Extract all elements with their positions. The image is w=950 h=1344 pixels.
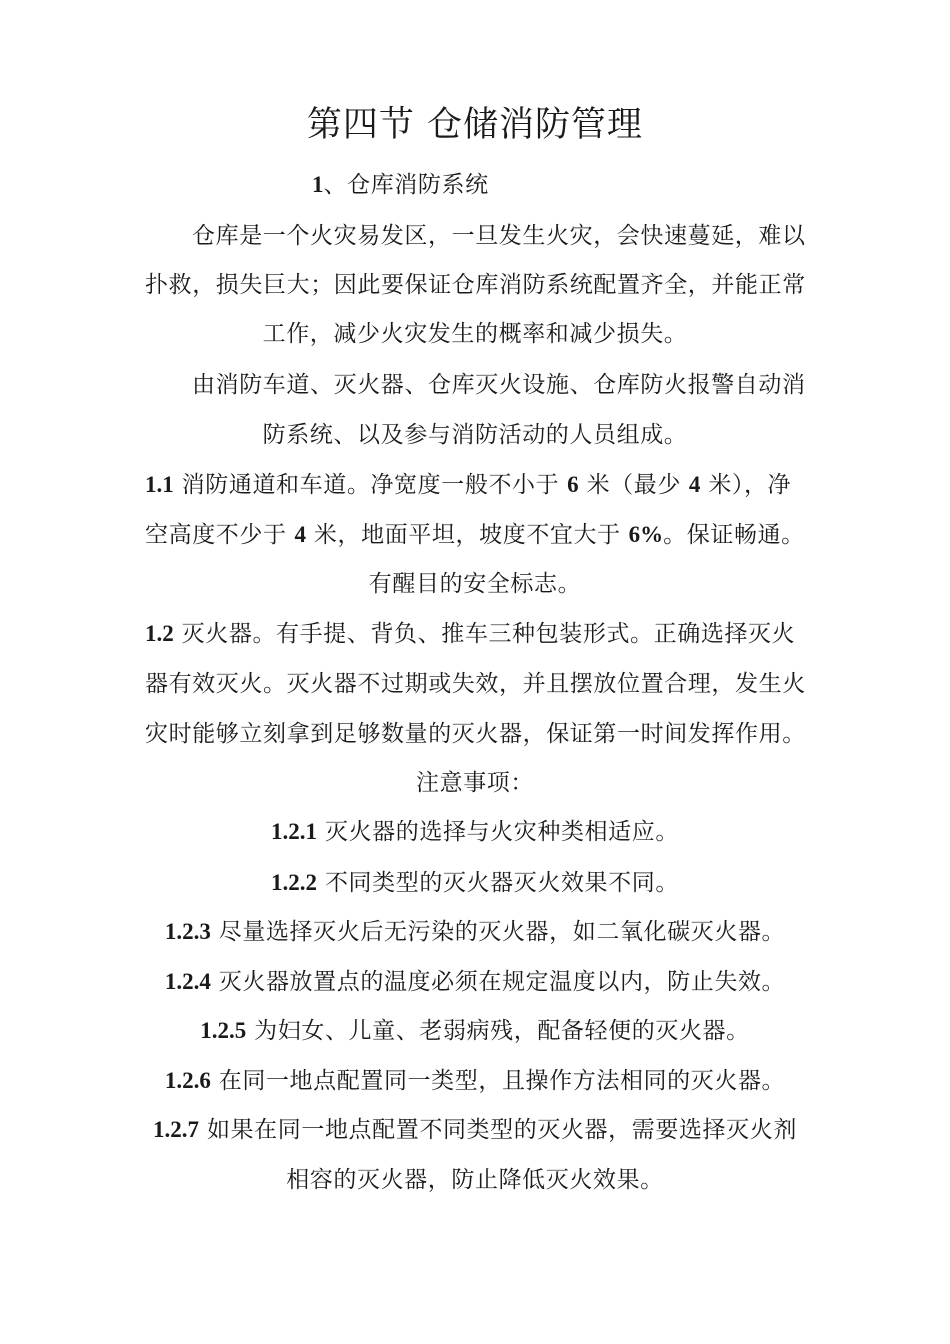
note-text: 灭火器的选择与火灾种类相适应。 (317, 819, 679, 845)
note-text: 为妇女、儿童、老弱病残，配备轻便的灭火器。 (246, 1018, 750, 1044)
note-text: 不同类型的灭火器灭火效果不同。 (317, 870, 679, 896)
item-1-2-line-1 (145, 617, 795, 651)
note-item (0, 866, 950, 900)
item-text: 灭火器。有手提、背负、推车三种包装形式。正确选择灭火 (173, 621, 796, 647)
note-text: 尽量选择灭火后无污染的灭火器，如二氧化碳灭火器。 (210, 919, 786, 945)
page-title: 第四节 仓储消防管理 (306, 105, 644, 145)
intro-line-3: 工作，减少火灾发生的概率和减少损失。 (262, 321, 688, 347)
section-heading-text: 、仓库消防系统 (323, 172, 489, 198)
note-number: 1.2.4 (164, 969, 211, 994)
item-1-1-line-3: 有醒目的安全标志。 (368, 571, 582, 597)
item-text: 米，地面平坦，坡度不宜大于 (306, 522, 629, 548)
item-1-2-line-2: 器有效灭火。灭火器不过期或失效，并且摆放位置合理，发生火 (145, 671, 806, 697)
item-text: 米（最少 (578, 472, 689, 498)
note-number: 1.2.7 (153, 1117, 200, 1142)
note-item (0, 1014, 950, 1048)
intro-line-1: 仓库是一个火灾易发区，一旦发生火灾，会快速蔓延，难以 (192, 223, 806, 249)
section-number: 1 (312, 172, 324, 197)
note-number: 1.2.6 (164, 1068, 211, 1093)
item-number: 1.1 (145, 472, 174, 497)
height-value: 4 (294, 522, 307, 547)
item-number: 1.2 (145, 621, 174, 646)
slope-value: 6% (628, 522, 664, 547)
note-number: 1.2.1 (271, 819, 318, 844)
item-1-1-line-1 (145, 468, 791, 502)
min-width-value: 4 (688, 472, 701, 497)
item-text: 空高度不少于 (145, 522, 295, 548)
item-1-2-line-3: 灾时能够立刻拿到足够数量的灭火器，保证第一时间发挥作用。 (145, 721, 806, 747)
note-number: 1.2.3 (164, 919, 211, 944)
item-text: 米），净 (700, 472, 792, 498)
section-heading (312, 168, 489, 202)
note-item-continuation: 相容的灭火器，防止降低灭火效果。 (286, 1167, 664, 1193)
note-number: 1.2.5 (200, 1018, 247, 1043)
note-item (0, 815, 950, 849)
notes-label: 注意事项： (416, 770, 534, 796)
note-text: 如果在同一地点配置不同类型的灭火器，需要选择灭火剂 (199, 1117, 797, 1143)
width-value: 6 (567, 472, 579, 497)
note-item (0, 1064, 950, 1098)
intro-line-2: 扑救，损失巨大；因此要保证仓库消防系统配置齐全，并能正常 (145, 272, 806, 298)
note-number: 1.2.2 (271, 870, 318, 895)
note-item (0, 965, 950, 999)
note-text: 灭火器放置点的温度必须在规定温度以内，防止失效。 (210, 969, 786, 995)
composition-line-1: 由消防车道、灭火器、仓库灭火设施、仓库防火报警自动消 (192, 372, 806, 398)
item-text: 消防通道和车道。净宽度一般不小于 (173, 472, 568, 498)
composition-line-2: 防系统、以及参与消防活动的人员组成。 (262, 422, 688, 448)
item-1-1-line-2 (145, 518, 805, 552)
note-item (0, 915, 950, 949)
item-text: 。保证畅通。 (663, 522, 805, 548)
note-item (0, 1113, 950, 1147)
note-text: 在同一地点配置同一类型，且操作方法相同的灭火器。 (210, 1068, 786, 1094)
